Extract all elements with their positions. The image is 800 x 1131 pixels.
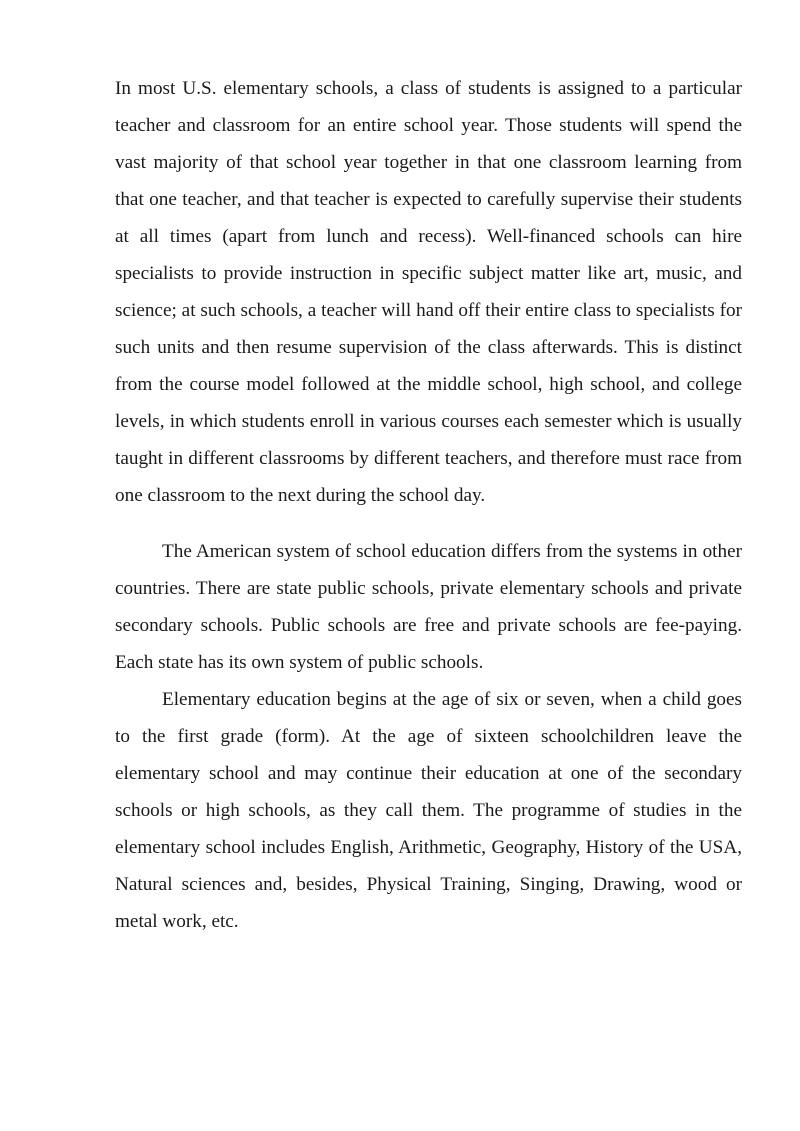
paragraph-elementary-education: Elementary education begins at the age of six or seven, when a child goes to the first grade (form). At the age of sixteen schoolchildren leave the elementary school and may continue their education at one of the secondary schools or high schools, as they call them. The programme of studies in the elementary school includes English, Arithmetic, Geography, History of the USA, Natural sciences and, besides, Physical Training, Singing, Drawing, wood or metal work, etc. <box>115 689 742 932</box>
paragraph-american-school-system: The American system of school education differs from the systems in other countries. There are state public schools, private elementary schools and private secondary schools. Public schools are free and private schools are fee-paying. Each state has its own system of public schools. <box>115 541 742 673</box>
document-page <box>115 70 742 940</box>
paragraph-us-elementary-classes: In most U.S. elementary schools, a class of students is assigned to a particular teacher and classroom for an entire school year. Those students will spend the vast majority of that school year together in that one classroom learning from that one teacher, and that teacher is expected to carefully supervise their students at all times (apart from lunch and recess). Well-financed schools can hire specialists to provide instruction in specific subject matter like art, music, and science; at such schools, a teacher will hand off their entire class to specialists for such units and then resume supervision of the class afterwards. This is distinct from the course model followed at the middle school, high school, and college levels, in which students enroll in various courses each semester which is usually taught in different classrooms by different teachers, and therefore must race from one classroom to the next during the school day. <box>115 78 742 506</box>
paragraph-spacer <box>115 514 742 533</box>
